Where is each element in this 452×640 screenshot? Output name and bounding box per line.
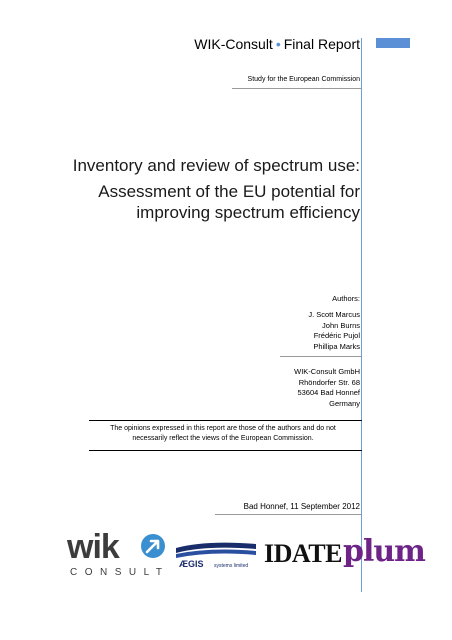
author-name: J. Scott Marcus xyxy=(308,310,360,319)
wik-consult-text: CONSULT xyxy=(70,567,170,578)
address-line: 53604 Bad Honnef xyxy=(297,388,360,397)
header-accent-block xyxy=(376,38,410,48)
study-for-line: Study for the European Commission xyxy=(247,76,360,83)
author-name: John Burns xyxy=(322,320,360,330)
disclaimer-top-rule xyxy=(89,420,362,421)
margin-rule xyxy=(361,38,362,592)
address-line: WIK-Consult GmbH xyxy=(294,367,360,376)
title-line-2: Assessment of the EU potential for xyxy=(98,182,360,201)
address-line: Germany xyxy=(329,398,360,408)
date-divider xyxy=(215,514,362,515)
report-type: Final Report xyxy=(283,36,360,52)
disclaimer-bottom-rule xyxy=(89,450,362,451)
wik-consult-logo xyxy=(67,528,173,578)
title-line-1: Inventory and review of spectrum use: xyxy=(72,156,360,175)
disclaimer-line: necessarily reflect the views of the European Commission. xyxy=(132,434,314,442)
bullet-separator: • xyxy=(275,36,281,52)
report-header xyxy=(194,36,360,52)
place-date: Bad Honnef, 11 September 2012 xyxy=(243,502,360,511)
plum-logo: plum xyxy=(343,534,425,569)
authors-list xyxy=(308,310,360,352)
disclaimer-text xyxy=(89,424,357,443)
aegis-logo xyxy=(176,540,256,572)
wik-wordmark: wik xyxy=(67,528,119,566)
org-name: WIK-Consult xyxy=(194,36,273,52)
idate-logo: IDATE xyxy=(264,539,342,568)
author-name: Phillipa Marks xyxy=(313,341,360,351)
author-name: Frédéric Pujol xyxy=(313,331,360,340)
disclaimer-line: The opinions expressed in this report are those of the authors and do not xyxy=(110,425,336,432)
aegis-subtext: systems limited xyxy=(214,563,249,569)
authors-label: Authors: xyxy=(332,294,360,303)
address-line: Rhöndorfer Str. 68 xyxy=(298,377,360,387)
aegis-wordmark: ÆGIS xyxy=(179,559,204,569)
authors-divider xyxy=(280,356,362,357)
address-block xyxy=(294,367,360,409)
header-divider xyxy=(232,88,362,89)
title-line-3: improving spectrum efficiency xyxy=(136,203,360,222)
